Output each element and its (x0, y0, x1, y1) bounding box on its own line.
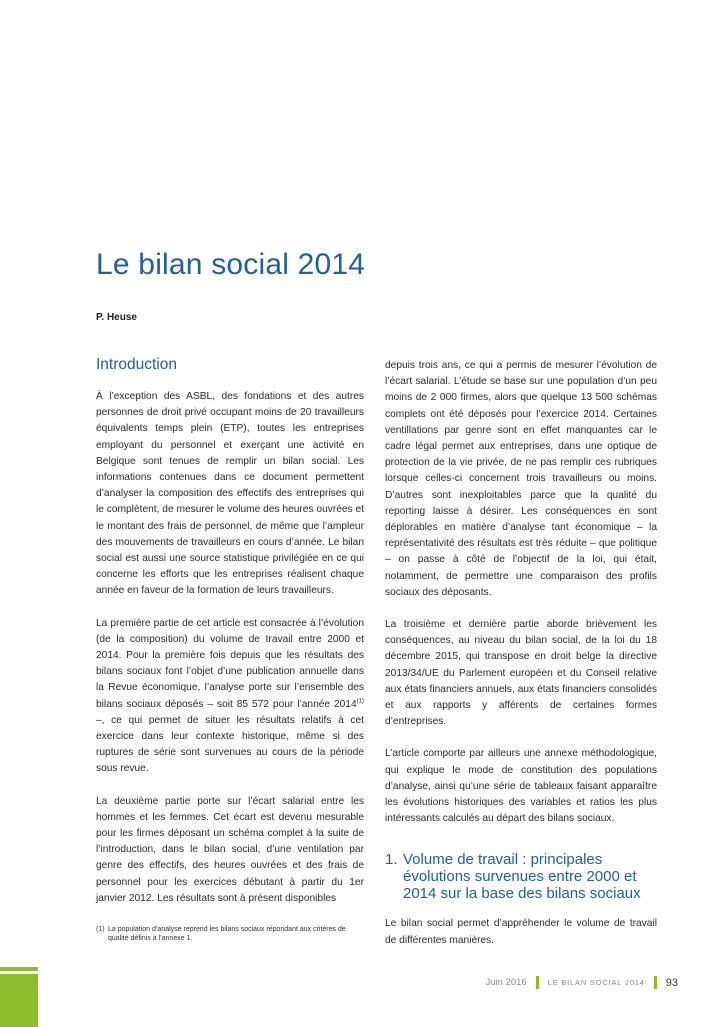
intro-heading: Introduction (96, 356, 177, 373)
footnote-reference[interactable]: (1) (356, 698, 364, 705)
section-title: Volume de travail : principales évolutions survenues entre 2000 et 2014 sur la base des bilans sociaux (403, 851, 641, 903)
left-column (96, 355, 364, 923)
page-number: 93 (665, 976, 678, 989)
paragraph: La deuxième partie porte sur l’écart salarial entre les hommes et les femmes. Cet écart est devenu mesurable pour les firmes déposant un schéma complet à la suite de l’introduction, dans le bilan social, d’une ventilation par genre des effectifs, des heures ouvrées et des frais de personnel pour les exercices débutant à partir du 1er janvier 2012. Les résultats sont à présent disponibles (96, 795, 364, 904)
footnote-text: La population d’analyse reprend les bilans sociaux répondant aux critères de qualité définis à l’annexe 1. (108, 926, 346, 942)
paragraph: Le bilan social permet d’appréhender le volume de travail de différentes manières. (385, 918, 657, 946)
page-footer (486, 976, 678, 989)
section-heading (385, 851, 657, 902)
paragraph-text: La première partie de cet article est consacrée à l’évolution (de la composition) du volume de travail entre 2000 et 2014. Pour la première fois depuis que les résultats des bilans sociaux font l’objet d’une publication annuelle dans la Revue économique, l’analyse porte sur l’ensemble des bilans sociaux déposés – soit 85 572 pour l’année 2014 (96, 617, 364, 710)
footer-date: Juin 2016 (485, 977, 527, 988)
paragraph (96, 616, 364, 778)
author: P. Heuse (96, 312, 137, 323)
paragraph: depuis trois ans, ce qui a permis de mesurer l’évolution de l’écart salarial. L’étude se base sur une population d’un peu moins de 2 000 firmes, alors que quelque 13 500 schémas complets ont été déposés pour l’exercice 2014. Certaines ventillations par genre sont en effet manquantes car le cadre légal permet aux entreprises, dans une optique de protection de la vie privée, de ne pas remplir ces rubriques lorsque celles-ci concernent trois travailleurs ou moins. D’autres sont inexploitables parce que la qualité du reporting laisse à désirer. Les conséquences en sont déplorables en matière d’analyse tant économique – la représentativité des résultats est très réduite – que politique – on passe à côté de l’objectif de la loi, qui était, notamment, de permettre une comparaison des profils sociaux des déposants. (385, 360, 657, 598)
page-title: Le bilan social 2014 (96, 248, 366, 281)
paragraph-text: –, ce qui permet de situer les résultats relatifs à cet exercice dans leur contexte historique, même si des ruptures de série sont survenues au cours de la période sous revue. (96, 714, 364, 775)
page-marker-bar (0, 971, 38, 1027)
section-number: 1. (385, 851, 398, 869)
paragraph: La troisième et dernière partie aborde brièvement les conséquences, au niveau du bilan social, de la loi du 18 décembre 2015, qui transpose en droit belge la directive 2013/34/UE du Parlement européen et du Conseil relative aux états financiers annuels, aux états financiers consolidés et aux rapports y afférents de certaines formes d’entreprises. (385, 619, 657, 728)
footer-separator (654, 976, 657, 989)
paragraph: À l’exception des ASBL, des fondations et des autres personnes de droit privé occupant moins de 20 travailleurs équivalents temps plein (ETP), toutes les entreprises employant du personnel et exerçant une activité en Belgique sont tenues de remplir un bilan social. Les informations contenues dans ce document permettent d’analyser la composition des effectifs des entreprises qui le complètent, de mesurer le volume des heures ouvrées et le montant des frais de personnel, de même que l’ampleur des mouvements de travailleurs en cours d’année. Le bilan social est aussi une source statistique privilégiée en ce qui concerne les efforts que les entreprises réalisent chaque année en faveur de la formation de leurs travailleurs. (96, 391, 364, 597)
paragraph: L’article comporte par ailleurs une annexe méthodologique, qui explique le mode de constitution des populations d’analyse, ainsi qu’une série de tableaux faisant apparaître les évolutions historiques des variables et ratios les plus intéressants calculés au départ des bilans sociaux. (385, 748, 657, 825)
footnote (96, 925, 356, 943)
footer-separator (536, 976, 539, 989)
right-column (385, 358, 657, 965)
footer-running-title: LE BILAN SOCIAL 2014 (547, 978, 645, 987)
footnote-number: (1) (96, 926, 105, 933)
